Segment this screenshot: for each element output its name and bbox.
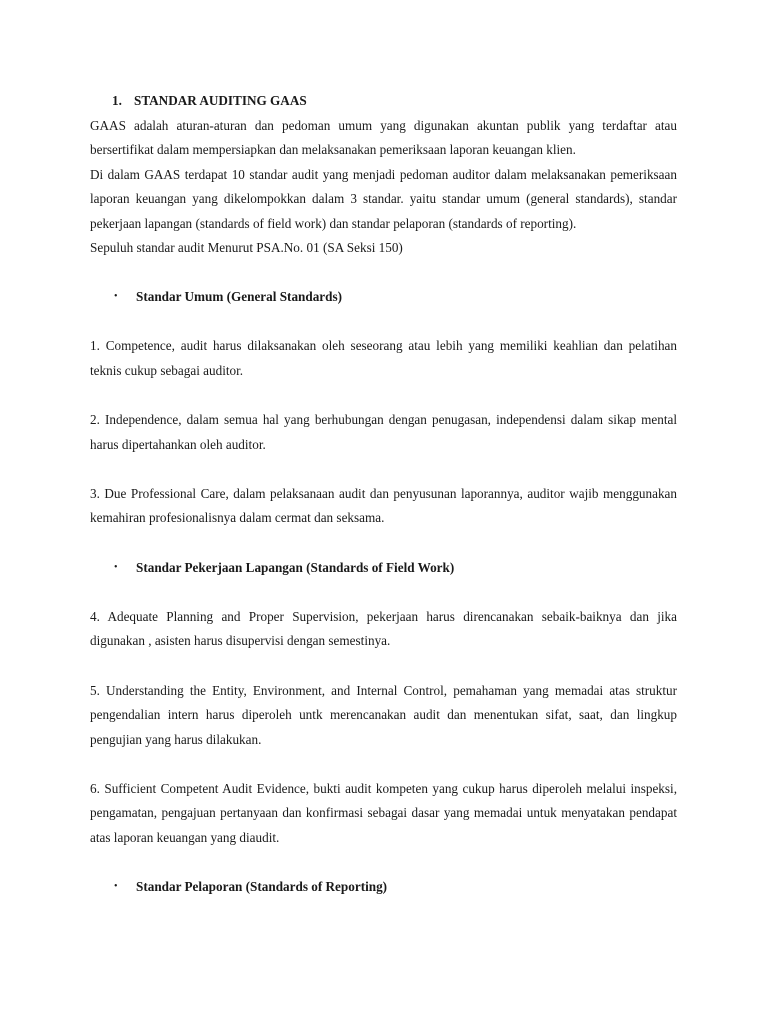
bullet-icon: • xyxy=(114,881,118,893)
subsection-title: Standar Pelaporan (Standards of Reporting) xyxy=(136,879,388,895)
bullet-icon: • xyxy=(114,291,118,303)
standard-item: 3. Due Professional Care, dalam pelaksanaan audit dan penyusunan laporannya, auditor wajib menggunakan kemahiran profesionalisnya dalam cermat dan seksama. xyxy=(90,486,677,526)
subsection-heading-reporting xyxy=(90,875,677,899)
intro-paragraph: Sepuluh standar audit Menurut PSA.No. 01 (SA Seksi 150) xyxy=(90,240,403,256)
subsection-heading-field-work xyxy=(90,556,677,580)
subsection-heading-general xyxy=(90,285,677,309)
intro-paragraph: GAAS adalah aturan-aturan dan pedoman umum yang digunakan akuntan publik yang terdaftar atau bersertifikat dalam mempersiapkan dan melaksanakan pemeriksaan laporan keuangan klien. xyxy=(90,118,677,158)
subsection-title: Standar Pekerjaan Lapangan (Standards of Field Work) xyxy=(136,559,455,575)
standard-item: 4. Adequate Planning and Proper Supervision, pekerjaan harus direncanakan sebaik-baiknya dan jika digunakan , asisten harus disupervisi dengan semestinya. xyxy=(90,608,677,649)
bullet-icon: • xyxy=(114,561,118,573)
heading-number: 1. xyxy=(112,93,122,108)
section-heading xyxy=(90,90,677,114)
standard-item: 5. Understanding the Entity, Environment, and Internal Control, pemahaman yang memadai atas struktur pengendalian intern harus diperoleh untk merencanakan audit dan menentukan sifat, saat, dan lingkup pengujian yang harus dilakukan. xyxy=(90,682,677,747)
heading-title: STANDAR AUDITING GAAS xyxy=(134,93,307,108)
standard-item: 1. Competence, audit harus dilaksanakan oleh seseorang atau lebih yang memiliki keahlian dan pelatihan teknis cukup sebagai auditor. xyxy=(90,338,677,378)
document-page xyxy=(90,90,677,899)
standard-item: 6. Sufficient Competent Audit Evidence, bukti audit kompeten yang cukup harus diperoleh melalui inspeksi, pengamatan, pengajuan pertanyaan dan konfirmasi sebagai dasar yang memadai untuk menyatakan pendapat atas laporan keuangan yang diaudit. xyxy=(90,780,677,845)
standard-item: 2. Independence, dalam semua hal yang berhubungan dengan penugasan, independensi dalam sikap mental harus dipertahankan oleh auditor. xyxy=(90,412,677,452)
subsection-title: Standar Umum (General Standards) xyxy=(136,289,343,305)
intro-paragraph: Di dalam GAAS terdapat 10 standar audit yang menjadi pedoman auditor dalam melaksanakan pemeriksaan laporan keuangan yang dikelompokkan dalam 3 standar. yaitu standar umum (general standards), standar pekerjaan lapangan (standards of field work) dan standar pelaporan (standards of reporting). xyxy=(90,166,677,231)
